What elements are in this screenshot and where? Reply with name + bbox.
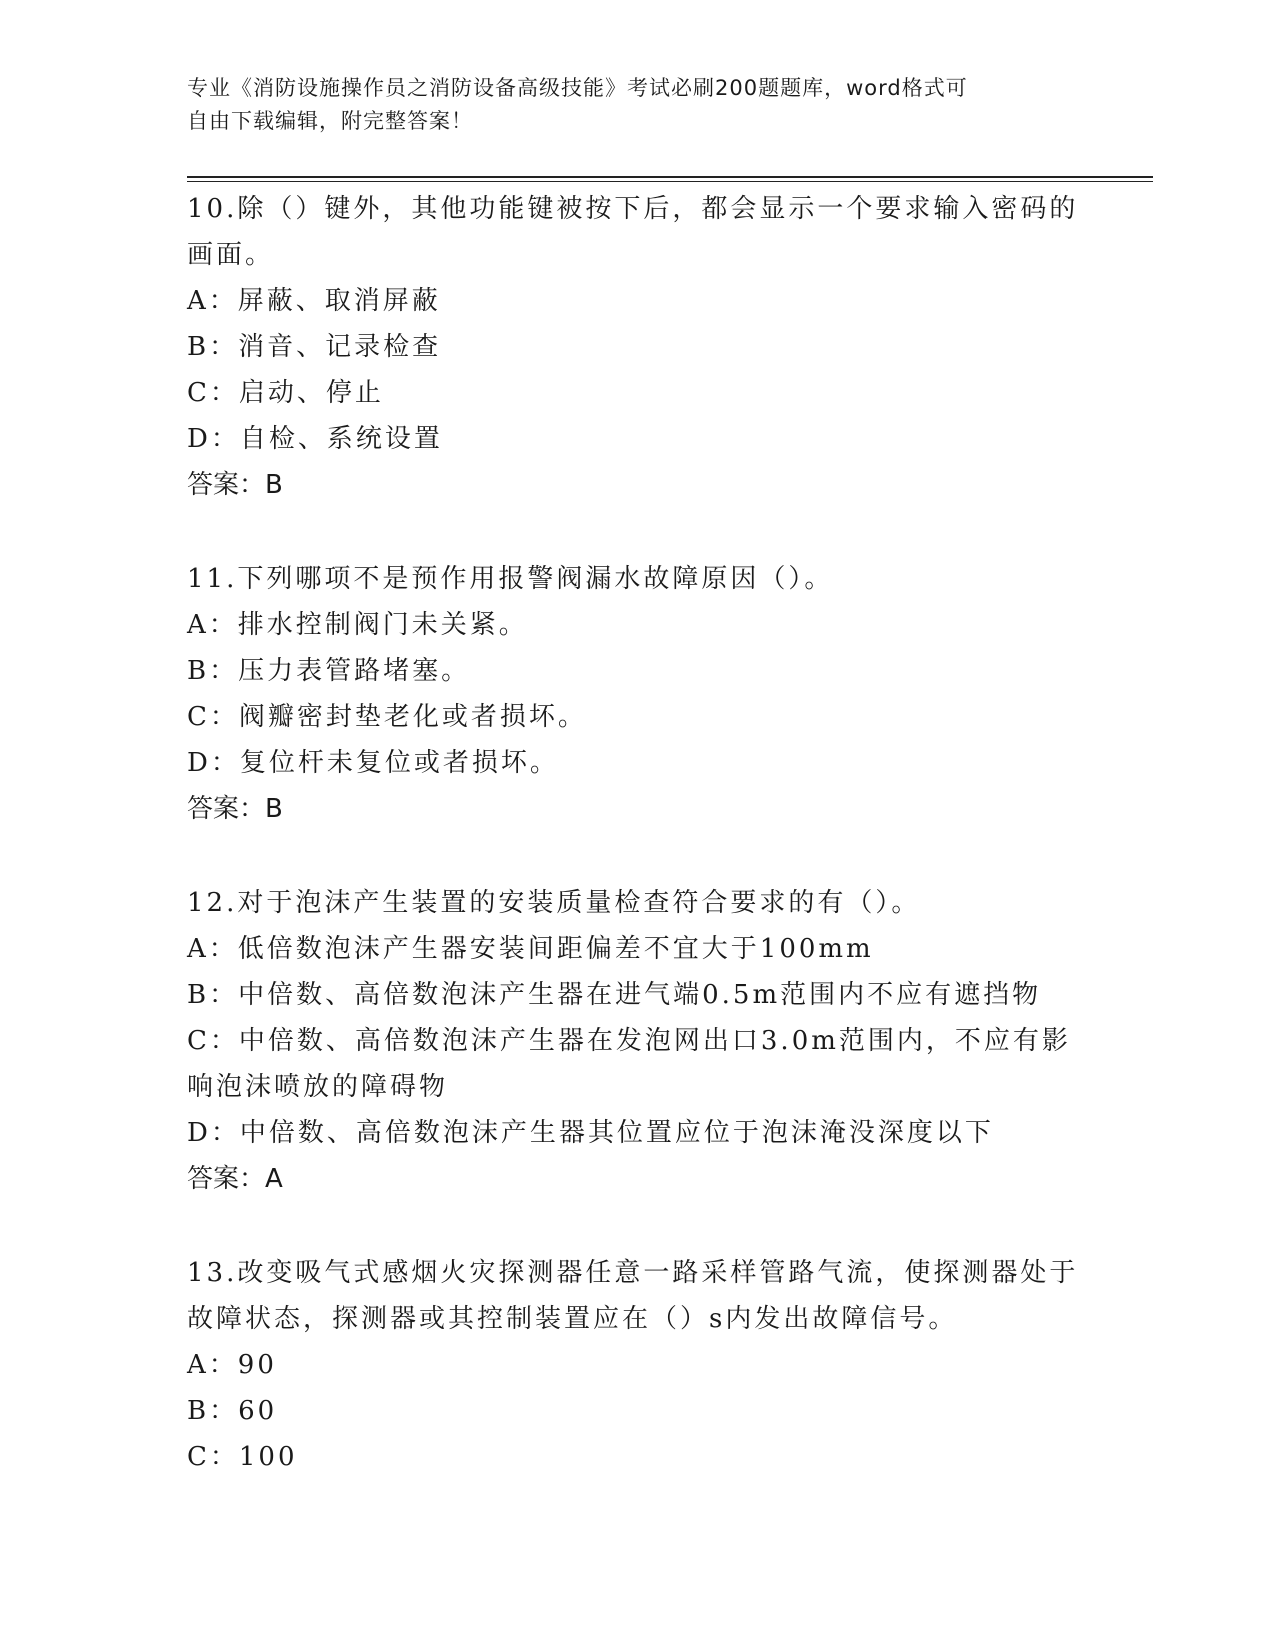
question-stem: 画面。	[187, 240, 275, 270]
answer-value: B	[265, 470, 283, 500]
header-divider-thin	[187, 181, 1153, 182]
header-divider-thick	[187, 176, 1153, 178]
option-b: B：消音、记录检查	[187, 332, 442, 362]
answer-line	[187, 462, 1087, 508]
document-header	[187, 72, 1067, 138]
question-stem: 13.改变吸气式感烟火灾探测器任意一路采样管路气流，使探测器处于	[187, 1258, 1079, 1288]
option-c: C：中倍数、高倍数泡沫产生器在发泡网出口3.0m范围内，不应有影	[187, 1026, 1071, 1056]
option-d: D：复位杆未复位或者损坏。	[187, 748, 559, 778]
answer-label: 答案：	[187, 794, 266, 824]
option-a: A：低倍数泡沫产生器安装间距偏差不宜大于100mm	[187, 934, 874, 964]
option-d: D：中倍数、高倍数泡沫产生器其位置应位于泡沫淹没深度以下	[187, 1118, 994, 1148]
option-b: B：中倍数、高倍数泡沫产生器在进气端0.5m范围内不应有遮挡物	[187, 980, 1042, 1010]
option-c: C：启动、停止	[187, 378, 384, 408]
question-10	[187, 186, 1087, 508]
option-c-continued: 响泡沫喷放的障碍物	[187, 1072, 449, 1102]
option-b: B：压力表管路堵塞。	[187, 656, 471, 686]
question-stem: 11.下列哪项不是预作用报警阀漏水故障原因（）。	[187, 564, 834, 594]
question-13	[187, 1250, 1087, 1480]
option-c: C：100	[187, 1442, 298, 1472]
header-line-2: 自由下载编辑，附完整答案！	[187, 109, 473, 133]
option-c: C：阀瓣密封垫老化或者损坏。	[187, 702, 587, 732]
header-line-1: 专业《消防设施操作员之消防设备高级技能》考试必刷200题题库，word格式可	[187, 76, 968, 100]
question-12	[187, 880, 1087, 1202]
question-stem: 12.对于泡沫产生装置的安装质量检查符合要求的有（）。	[187, 888, 921, 918]
option-a: A：90	[187, 1350, 277, 1380]
answer-value: B	[265, 794, 283, 824]
option-b: B：60	[187, 1396, 278, 1426]
answer-value: A	[265, 1164, 283, 1194]
option-a: A：屏蔽、取消屏蔽	[187, 286, 441, 316]
option-d: D：自检、系统设置	[187, 424, 443, 454]
question-stem: 10.除（）键外，其他功能键被按下后，都会显示一个要求输入密码的	[187, 194, 1079, 224]
answer-line	[187, 786, 1087, 832]
answer-line	[187, 1156, 1087, 1202]
answer-label: 答案：	[187, 470, 266, 500]
question-11	[187, 556, 1087, 832]
answer-label: 答案：	[187, 1164, 266, 1194]
question-list	[187, 186, 1087, 1528]
option-a: A：排水控制阀门未关紧。	[187, 610, 528, 640]
question-stem: 故障状态，探测器或其控制装置应在（）s内发出故障信号。	[187, 1304, 958, 1334]
